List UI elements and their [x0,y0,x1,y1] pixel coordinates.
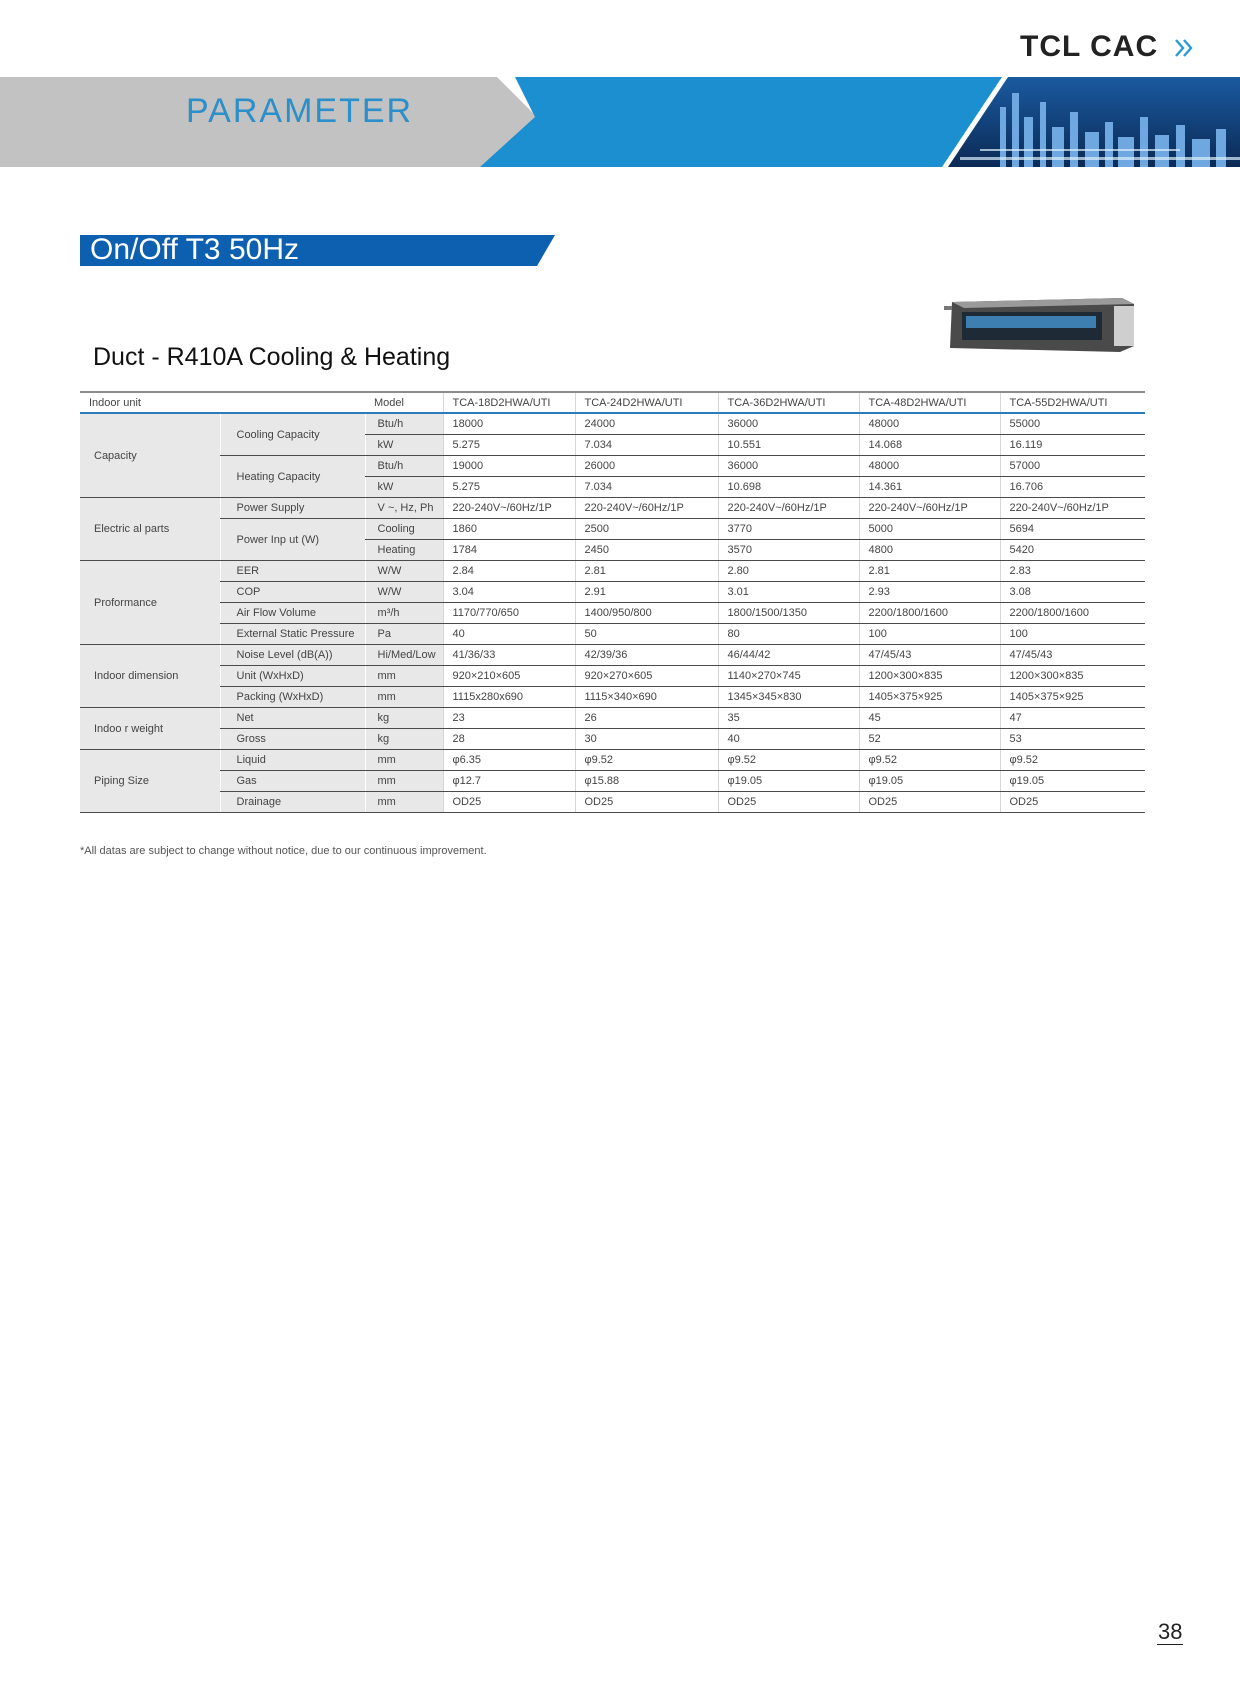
value-cell: 48000 [859,413,1000,435]
unit-cell: mm [365,687,443,708]
value-cell: OD25 [443,792,575,813]
product-title: Duct - R410A Cooling & Heating [93,343,451,371]
value-cell: 2200/1800/1600 [1000,603,1145,624]
value-cell: 42/39/36 [575,645,718,666]
value-cell: 4800 [859,540,1000,561]
value-cell: 1140×270×745 [718,666,859,687]
value-cell: 24000 [575,413,718,435]
value-cell: 2450 [575,540,718,561]
value-cell: 2.80 [718,561,859,582]
group-label: Piping Size [80,750,220,813]
value-cell: 2.84 [443,561,575,582]
row-label: Noise Level (dB(A)) [220,645,365,666]
value-cell: 10.698 [718,477,859,498]
value-cell: 48000 [859,456,1000,477]
value-cell: 28 [443,729,575,750]
value-cell: 2.93 [859,582,1000,603]
row-label: Air Flow Volume [220,603,365,624]
value-cell: 80 [718,624,859,645]
unit-cell: Hi/Med/Low [365,645,443,666]
unit-cell: Heating [365,540,443,561]
value-cell: 1784 [443,540,575,561]
value-cell: 19000 [443,456,575,477]
value-cell: 1800/1500/1350 [718,603,859,624]
unit-cell: Pa [365,624,443,645]
value-cell: 3770 [718,519,859,540]
row-label: EER [220,561,365,582]
value-cell: 920×270×605 [575,666,718,687]
value-cell: φ6.35 [443,750,575,771]
value-cell: 18000 [443,413,575,435]
row-label: Gross [220,729,365,750]
value-cell: 5000 [859,519,1000,540]
value-cell: 47/45/43 [1000,645,1145,666]
double-chevron-right-icon [1172,36,1196,60]
spec-table [80,391,1145,813]
group-label: Capacity [80,413,220,498]
header-cell-model: TCA-18D2HWA/UTI [443,392,575,413]
value-cell: 5420 [1000,540,1145,561]
value-cell: 2.83 [1000,561,1145,582]
banner-title: PARAMETER [186,92,414,130]
table-row [80,687,1145,708]
value-cell: OD25 [1000,792,1145,813]
table-row [80,413,1145,435]
value-cell: 45 [859,708,1000,729]
value-cell: φ9.52 [718,750,859,771]
value-cell: 1400/950/800 [575,603,718,624]
value-cell: 53 [1000,729,1145,750]
table-row [80,666,1145,687]
value-cell: 1405×375×925 [859,687,1000,708]
row-label: Drainage [220,792,365,813]
group-label: Indoo r weight [80,708,220,750]
value-cell: 2.81 [859,561,1000,582]
value-cell: 23 [443,708,575,729]
header-cell [220,392,365,413]
value-cell: 52 [859,729,1000,750]
value-cell: 2500 [575,519,718,540]
value-cell: 1115×340×690 [575,687,718,708]
group-label: Electric al parts [80,498,220,561]
row-label: Power Supply [220,498,365,519]
value-cell: 5.275 [443,435,575,456]
value-cell: φ9.52 [1000,750,1145,771]
value-cell: 40 [718,729,859,750]
value-cell: 2200/1800/1600 [859,603,1000,624]
unit-cell: Btu/h [365,413,443,435]
table-row [80,498,1145,519]
value-cell: 3570 [718,540,859,561]
value-cell: 50 [575,624,718,645]
value-cell: 26 [575,708,718,729]
row-label: Heating Capacity [220,456,365,498]
value-cell: OD25 [859,792,1000,813]
table-row [80,624,1145,645]
value-cell: 46/44/42 [718,645,859,666]
value-cell: 7.034 [575,477,718,498]
table-row [80,561,1145,582]
value-cell: 220-240V~/60Hz/1P [859,498,1000,519]
value-cell: 1345×345×830 [718,687,859,708]
value-cell: 16.706 [1000,477,1145,498]
header-cell-model: TCA-55D2HWA/UTI [1000,392,1145,413]
value-cell: 1115x280x690 [443,687,575,708]
value-cell: 1170/770/650 [443,603,575,624]
value-cell: OD25 [575,792,718,813]
page-number: 38 [1158,1619,1183,1644]
table-row [80,729,1145,750]
value-cell: 57000 [1000,456,1145,477]
value-cell: 10.551 [718,435,859,456]
unit-cell: V ~, Hz, Ph [365,498,443,519]
value-cell: 100 [1000,624,1145,645]
value-cell: 220-240V~/60Hz/1P [443,498,575,519]
value-cell: 47/45/43 [859,645,1000,666]
row-label: COP [220,582,365,603]
value-cell: 1405×375×925 [1000,687,1145,708]
unit-cell: mm [365,771,443,792]
value-cell: 14.068 [859,435,1000,456]
table-row [80,771,1145,792]
value-cell: φ15.88 [575,771,718,792]
value-cell: 220-240V~/60Hz/1P [718,498,859,519]
group-label: Proformance [80,561,220,645]
row-label: Liquid [220,750,365,771]
value-cell: 220-240V~/60Hz/1P [575,498,718,519]
section-title: On/Off T3 50Hz [90,233,299,266]
value-cell: 16.119 [1000,435,1145,456]
value-cell: 100 [859,624,1000,645]
value-cell: 1860 [443,519,575,540]
unit-cell: W/W [365,582,443,603]
value-cell: 1200×300×835 [859,666,1000,687]
unit-cell: kW [365,477,443,498]
value-cell: 3.04 [443,582,575,603]
value-cell: 35 [718,708,859,729]
table-row [80,582,1145,603]
unit-cell: kg [365,708,443,729]
value-cell: 2.81 [575,561,718,582]
value-cell: 5694 [1000,519,1145,540]
table-row [80,708,1145,729]
value-cell: 3.08 [1000,582,1145,603]
value-cell: 41/36/33 [443,645,575,666]
value-cell: 14.361 [859,477,1000,498]
table-row [80,645,1145,666]
value-cell: 40 [443,624,575,645]
value-cell: 7.034 [575,435,718,456]
header-cell-model: TCA-24D2HWA/UTI [575,392,718,413]
value-cell: 3.01 [718,582,859,603]
header-cell-model: TCA-48D2HWA/UTI [859,392,1000,413]
unit-cell: Cooling [365,519,443,540]
table-row [80,792,1145,813]
group-label: Indoor dimension [80,645,220,708]
brand-logo: TCL CAC [1020,30,1159,63]
row-label: Net [220,708,365,729]
table-header-row [80,392,1145,413]
value-cell: 5.275 [443,477,575,498]
value-cell: 30 [575,729,718,750]
unit-cell: m³/h [365,603,443,624]
value-cell: φ19.05 [1000,771,1145,792]
unit-cell: kW [365,435,443,456]
table-row [80,519,1145,540]
table-row [80,456,1145,477]
unit-cell: Btu/h [365,456,443,477]
value-cell: 36000 [718,413,859,435]
value-cell: φ12.7 [443,771,575,792]
row-label: Power Inp ut (W) [220,519,365,561]
unit-cell: mm [365,750,443,771]
value-cell: φ19.05 [718,771,859,792]
value-cell: 2.91 [575,582,718,603]
value-cell: φ9.52 [859,750,1000,771]
row-label: Packing (WxHxD) [220,687,365,708]
value-cell: 26000 [575,456,718,477]
value-cell: φ19.05 [859,771,1000,792]
row-label: External Static Pressure [220,624,365,645]
header-cell: Indoor unit [80,392,220,413]
value-cell: 220-240V~/60Hz/1P [1000,498,1145,519]
value-cell: 1200×300×835 [1000,666,1145,687]
disclaimer-note: *All datas are subject to change without notice, due to our continuous improvement. [80,845,487,857]
table-row [80,603,1145,624]
value-cell: 47 [1000,708,1145,729]
table-row [80,750,1145,771]
header-cell-model: TCA-36D2HWA/UTI [718,392,859,413]
unit-cell: mm [365,792,443,813]
unit-cell: W/W [365,561,443,582]
value-cell: OD25 [718,792,859,813]
value-cell: 920×210×605 [443,666,575,687]
row-label: Unit (WxHxD) [220,666,365,687]
duct-unit-image [944,292,1139,360]
header-cell: Model [365,392,443,413]
value-cell: 36000 [718,456,859,477]
unit-cell: kg [365,729,443,750]
unit-cell: mm [365,666,443,687]
row-label: Gas [220,771,365,792]
value-cell: φ9.52 [575,750,718,771]
row-label: Cooling Capacity [220,413,365,456]
value-cell: 55000 [1000,413,1145,435]
